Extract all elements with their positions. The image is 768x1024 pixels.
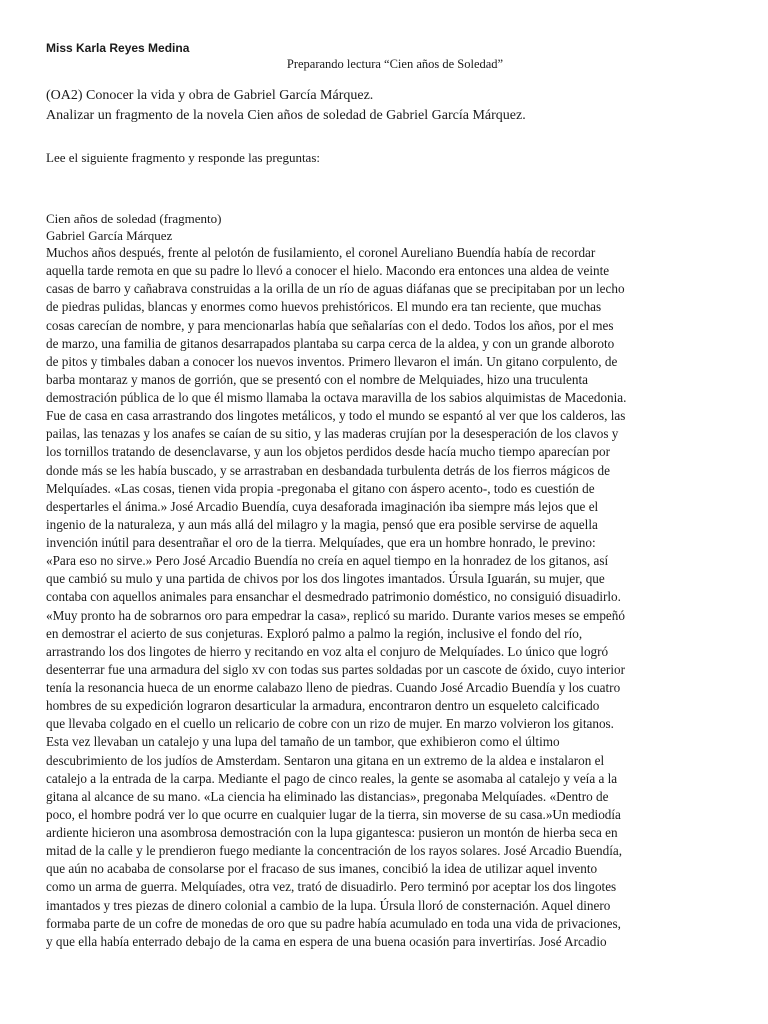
objective-line: Analizar un fragmento de la novela Cien años de soledad de Gabriel García Márquez.: [46, 108, 526, 123]
fragment-line: arrastrando los dos lingotes de hierro y recitando en voz alta el conjuro de Melquíades. Lo único que logró: [46, 643, 609, 659]
fragment-line: ardiente hicieron una asombrosa demostración con la lupa gigantesca: pusieron un montón de hierba seca en: [46, 825, 618, 840]
fragment-line: tenía la resonancia hueca de un enorme calabazo lleno de piedras. Cuando José Arcadio Buendía y los cuatro: [46, 680, 621, 695]
fragment-line: Esta vez llevaban un catalejo y una lupa del tamaño de un tambor, que exhibieron como el último: [46, 734, 560, 750]
fragment-line: «Muy pronto ha de sobrarnos oro para empedrar la casa», replicó su marido. Durante varios meses se empeñó: [46, 607, 625, 623]
fragment-line: donde más se les había buscado, y se arrastraban en desbandada turbulenta detrás de los fierros mágicos de: [46, 462, 610, 478]
fragment-body: [46, 244, 724, 951]
document-subtitle: Preparando lectura “Cien años de Soledad”: [286, 57, 504, 71]
fragment-line: despertarles el ánima.» José Arcadio Buendía, cuya desaforada imaginación iba siempre más lejos que el: [46, 498, 599, 514]
document-page: [46, 40, 724, 951]
fragment-line: de pitos y timbales daban a conocer los nuevos inventos. Primero llevaron el imán. Un gitano corpulento, de: [46, 353, 618, 369]
fragment-line: poco, el hombre podrá ver lo que ocurre en cualquier lugar de la tierra, sin moverse de su casa.»Un mediodía: [46, 806, 621, 822]
fragment-line: barba montaraz y manos de gorrión, que se presentó con el nombre de Melquiades, hizo una truculenta: [46, 371, 588, 387]
fragment-line: contaba con aquellos animales para ensanchar el desmedrado patrimonio doméstico, no consiguió disuadirlo.: [46, 589, 621, 605]
fragment-line: en demostrar el acierto de sus conjeturas. Exploró palmo a palmo la región, inclusive el fondo del río,: [46, 625, 583, 641]
fragment-line: descubrimiento de los judíos de Amsterdam. Sentaron una gitana en un extremo de la aldea e instalaron el: [46, 752, 605, 768]
fragment-line: los tornillos tratando de desenclavarse, y aun los objetos perdidos desde hacía mucho tiempo aparecían por: [46, 444, 610, 460]
fragment-title: Cien años de soledad (fragmento): [46, 211, 222, 226]
fragment-line: Muchos años después, frente al pelotón de fusilamiento, el coronel Aureliano Buendía había de recordar: [46, 245, 596, 260]
fragment-line: «Para eso no sirve.» Pero José Arcadio Buendía no creía en aquel tiempo en la honradez de los gitanos, así: [46, 553, 609, 569]
fragment-line: que llevaba colgado en el cuello un relicario de cobre con un rizo de mujer. En marzo volvieron los gitanos.: [46, 716, 614, 732]
fragment-line: gitana al alcance de su mano. «La ciencia ha eliminado las distancias», pregonaba Melquíades. «Dentro de: [46, 788, 609, 804]
fragment-line: demostración pública de lo que él mismo llamaba la octava maravilla de los sabios alquimistas de Macedonia.: [46, 390, 627, 405]
fragment-line: mitad de la calle y le prendieron fuego mediante la concentración de los rayos solares. José Arcadio Buendía,: [46, 843, 623, 859]
objective-line: (OA2) Conocer la vida y obra de Gabriel García Márquez.: [46, 88, 374, 103]
fragment-line: cosas carecían de nombre, y para mencionarlas había que señalarías con el dedo. Todos los años, por el mes: [46, 317, 614, 333]
fragment-line: aquella tarde remota en que su padre lo llevó a conocer el hielo. Macondo era entonces una aldea de veinte: [46, 263, 610, 279]
fragment-line: invención inútil para desentrañar el oro de la tierra. Melquíades, que era un hombre honrado, le previno:: [46, 535, 596, 550]
fragment-line: desenterrar fue una armadura del siglo xv con todas sus partes soldadas por un cascote de óxido, cuyo interior: [46, 661, 625, 677]
fragment-line: pailas, las tenazas y los anafes se caían de su sitio, y las maderas crujían por la desesperación de los clavos y: [46, 426, 619, 442]
fragment-line: de piedras pulidas, blancas y enormes como huevos prehistóricos. El mundo era tan reciente, que muchas: [46, 299, 602, 315]
fragment-line: ingenio de la naturaleza, y aun más allá del milagro y la magia, pensó que era posible servirse de aquella: [46, 516, 598, 532]
fragment-line: casas de barro y cañabrava construidas a la orilla de un río de aguas diáfanas que se precipitaban por un lecho: [46, 281, 625, 297]
fragment-line: Fue de casa en casa arrastrando dos lingotes metálicos, y todo el mundo se espantó al ver que los calderos, las: [46, 408, 626, 424]
fragment-author: Gabriel García Márquez: [46, 228, 173, 243]
fragment-line: formaba parte de un cofre de monedas de oro que su padre había acumulado en toda una vida de privaciones,: [46, 915, 621, 931]
fragment-line: y que ella había enterrado debajo de la cama en espera de una buena ocasión para invertirías. José Arcadio: [46, 933, 607, 949]
fragment-line: Melquíades. «Las cosas, tienen vida propia -pregonaba el gitano con áspero acento-, todo es cuestión de: [46, 480, 595, 496]
fragment-line: como un arma de guerra. Melquíades, otra vez, trató de disuadirlo. Pero terminó por aceptar los dos lingotes: [46, 879, 617, 895]
objectives: [46, 86, 724, 126]
fragment-line: hombres de su expedición lograron desarticular la armadura, encontraron dentro un esqueleto calcificado: [46, 698, 600, 714]
fragment-line: que cambió su mulo y una partida de chivos por los dos lingotes imantados. Úrsula Iguarán, su mujer, que: [46, 571, 605, 587]
teacher-name: Miss Karla Reyes Medina: [46, 41, 190, 55]
fragment-line: imantados y tres piezas de dinero colonial a cambio de la lupa. Úrsula lloró de consternación. Aquel dinero: [46, 897, 611, 913]
fragment-heading: [46, 210, 724, 244]
fragment-line: que aún no acababa de consolarse por el fracaso de sus imanes, concibió la idea de utilizar aquel invento: [46, 861, 598, 877]
instruction-text: Lee el siguiente fragmento y responde las preguntas:: [46, 150, 320, 165]
fragment-line: catalejo a la entrada de la carpa. Mediante el pago de cinco reales, la gente se asomaba al catalejo y veía a la: [46, 770, 618, 786]
fragment-line: de marzo, una familia de gitanos desarrapados plantaba su carpa cerca de la aldea, y con un grande alboroto: [46, 335, 615, 351]
